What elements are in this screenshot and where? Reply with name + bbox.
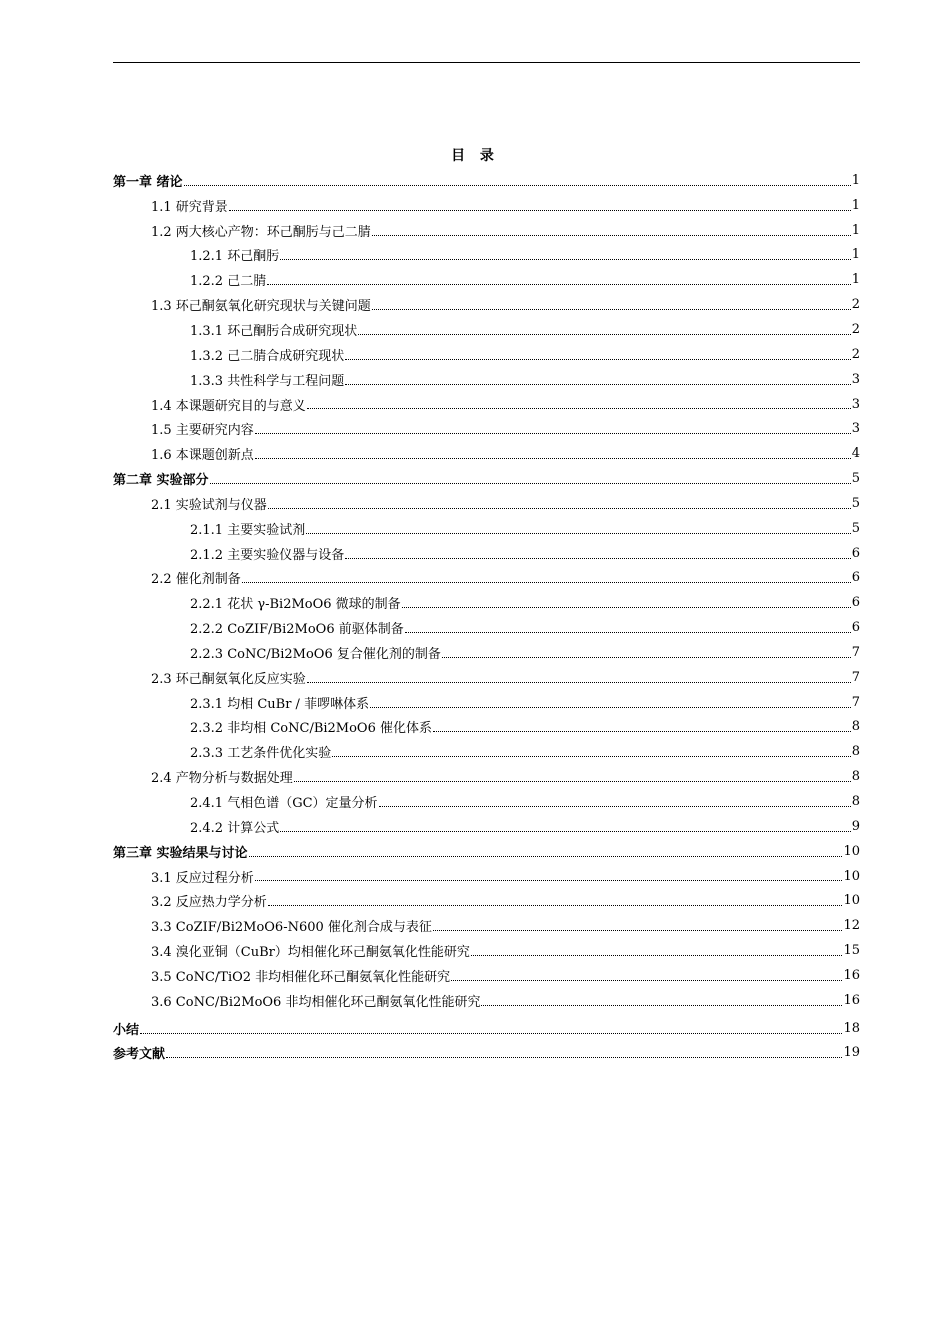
toc-entry-title: 3.6 CoNC/Bi2MoO6 非均相催化环己酮氨氧化性能研究 [151, 994, 481, 1010]
page-title: 目 录 [451, 148, 499, 164]
dot-leader [442, 657, 851, 658]
toc-entry-page: 6 [851, 545, 860, 561]
toc-entry-page: 10 [843, 893, 860, 909]
toc-entry[interactable] [113, 218, 860, 243]
toc-entry-title: 1.2 两大核心产物：环己酮肟与己二腈 [151, 224, 371, 240]
dot-leader [166, 1057, 842, 1058]
toc-entry[interactable] [113, 988, 860, 1013]
toc-entry-title: 2.2.1 花状 γ-Bi2MoO6 微球的制备 [190, 597, 401, 613]
toc-entry-title: 小结 [113, 1022, 140, 1038]
dot-leader [306, 533, 851, 534]
toc-entry-title: 2.3.2 非均相 CoNC/Bi2MoO6 催化体系 [190, 721, 432, 737]
toc-entry-title: 2.4.1 气相色谱（GC）定量分析 [190, 796, 378, 812]
dot-leader [255, 880, 843, 881]
dot-leader [481, 1005, 842, 1006]
toc-entry-title: 2.2.2 CoZIF/Bi2MoO6 前驱体制备 [190, 622, 404, 638]
toc-entry-title: 2.4.2 计算公式 [190, 820, 280, 836]
toc-entry-title: 1.5 主要研究内容 [151, 423, 254, 439]
toc-entry[interactable] [113, 566, 860, 591]
toc-entry[interactable] [113, 913, 860, 938]
dot-leader [433, 731, 851, 732]
toc-entry[interactable] [113, 441, 860, 466]
dot-leader [229, 210, 851, 211]
toc-entry-title: 2.4 产物分析与数据处理 [151, 771, 293, 787]
toc-entry-page: 1 [851, 222, 860, 238]
toc-entry-page: 7 [851, 669, 860, 685]
toc-entry-page: 1 [851, 197, 860, 213]
toc-entry[interactable] [113, 193, 860, 218]
dot-leader [372, 235, 851, 236]
toc-entry-page: 1 [851, 272, 860, 288]
dot-leader [345, 384, 851, 385]
toc-entry-page: 1 [851, 172, 860, 188]
toc-entry[interactable] [113, 541, 860, 566]
toc-entry[interactable] [113, 392, 860, 417]
dot-leader [402, 607, 851, 608]
toc-entry[interactable] [113, 864, 860, 889]
dot-leader [471, 955, 843, 956]
table-of-contents [113, 168, 860, 1065]
toc-entry-page: 6 [851, 620, 860, 636]
toc-entry[interactable] [113, 317, 860, 342]
dot-leader [332, 756, 851, 757]
toc-entry[interactable] [113, 739, 860, 764]
toc-entry[interactable] [113, 516, 860, 541]
toc-entry-title: 第二章 实验部分 [113, 473, 209, 489]
toc-entry-title: 3.5 CoNC/TiO2 非均相催化环己酮氨氧化性能研究 [151, 969, 451, 985]
toc-entry-page: 10 [843, 868, 860, 884]
toc-entry[interactable] [113, 590, 860, 615]
toc-entry-title: 3.1 反应过程分析 [151, 870, 254, 886]
dot-leader [184, 185, 851, 186]
toc-entry[interactable] [113, 690, 860, 715]
toc-entry[interactable] [113, 640, 860, 665]
toc-entry-title: 2.3.3 工艺条件优化实验 [190, 746, 332, 762]
dot-leader [372, 309, 851, 310]
toc-entry-title: 参考文献 [113, 1047, 166, 1063]
header-rule [113, 62, 860, 63]
toc-entry-title: 1.2.1 环己酮肟 [190, 249, 280, 265]
toc-entry[interactable] [113, 963, 860, 988]
toc-entry-title: 1.3.3 共性科学与工程问题 [190, 373, 345, 389]
toc-entry[interactable] [113, 814, 860, 839]
toc-entry-title: 2.1.2 主要实验仪器与设备 [190, 547, 345, 563]
toc-entry[interactable] [113, 789, 860, 814]
dot-leader [268, 905, 843, 906]
toc-entry-page: 3 [851, 421, 860, 437]
toc-entry[interactable] [113, 665, 860, 690]
toc-entry-page: 8 [851, 744, 860, 760]
toc-entry-title: 2.3 环己酮氨氧化反应实验 [151, 671, 306, 687]
toc-entry-title: 1.3 环己酮氨氧化研究现状与关键问题 [151, 299, 371, 315]
toc-entry[interactable] [113, 888, 860, 913]
toc-entry[interactable] [113, 466, 860, 491]
toc-entry-title: 1.1 研究背景 [151, 199, 228, 215]
toc-entry-page: 4 [851, 446, 860, 462]
toc-entry-title: 2.1 实验试剂与仪器 [151, 497, 267, 513]
dot-leader [268, 508, 851, 509]
toc-entry-page: 8 [851, 794, 860, 810]
toc-entry-page: 19 [843, 1045, 860, 1061]
toc-entry-title: 1.3.1 环己酮肟合成研究现状 [190, 323, 358, 339]
dot-leader [242, 582, 851, 583]
toc-entry[interactable] [113, 342, 860, 367]
toc-entry-title: 第一章 绪论 [113, 174, 183, 190]
toc-entry-title: 2.1.1 主要实验试剂 [190, 522, 306, 538]
toc-entry[interactable] [113, 839, 860, 864]
toc-entry-page: 16 [843, 967, 860, 983]
toc-entry-page: 7 [851, 644, 860, 660]
toc-entry-page: 2 [851, 321, 860, 337]
toc-entry[interactable] [113, 168, 860, 193]
dot-leader [370, 707, 851, 708]
dot-leader [280, 259, 851, 260]
dot-leader [345, 558, 851, 559]
dot-leader [307, 408, 851, 409]
toc-entry[interactable] [113, 938, 860, 963]
toc-entry[interactable] [113, 243, 860, 268]
toc-entry-page: 8 [851, 769, 860, 785]
toc-entry-title: 3.2 反应热力学分析 [151, 895, 267, 911]
dot-leader [249, 856, 843, 857]
dot-leader [451, 980, 842, 981]
toc-entry-title: 1.3.2 己二腈合成研究现状 [190, 348, 345, 364]
dot-leader [255, 458, 851, 459]
dot-leader [405, 632, 851, 633]
toc-entry[interactable] [113, 1016, 860, 1041]
toc-entry[interactable] [113, 715, 860, 740]
toc-entry-page: 10 [843, 843, 860, 859]
toc-entry-title: 3.3 CoZIF/Bi2MoO6-N600 催化剂合成与表征 [151, 920, 432, 936]
toc-entry[interactable] [113, 292, 860, 317]
toc-entry[interactable] [113, 416, 860, 441]
toc-entry-page: 2 [851, 346, 860, 362]
toc-entry-page: 3 [851, 371, 860, 387]
dot-leader [294, 781, 851, 782]
toc-entry-page: 2 [851, 297, 860, 313]
dot-leader [345, 359, 851, 360]
dot-leader [379, 806, 851, 807]
toc-entry-page: 12 [843, 918, 860, 934]
toc-entry-title: 1.6 本课题创新点 [151, 448, 254, 464]
dot-leader [433, 930, 843, 931]
toc-entry[interactable] [113, 267, 860, 292]
toc-entry-page: 9 [851, 818, 860, 834]
toc-entry-title: 2.3.1 均相 CuBr / 菲啰啉体系 [190, 696, 370, 712]
toc-entry-title: 2.2 催化剂制备 [151, 572, 241, 588]
dot-leader [280, 831, 851, 832]
toc-entry-page: 5 [851, 495, 860, 511]
toc-entry-title: 1.4 本课题研究目的与意义 [151, 398, 306, 414]
toc-entry-page: 18 [843, 1020, 860, 1036]
toc-entry-page: 1 [851, 247, 860, 263]
toc-entry-page: 6 [851, 595, 860, 611]
toc-entry-page: 8 [851, 719, 860, 735]
toc-entry-page: 6 [851, 570, 860, 586]
dot-leader [267, 284, 851, 285]
toc-entry-page: 3 [851, 396, 860, 412]
dot-leader [140, 1033, 842, 1034]
dot-leader [307, 682, 851, 683]
toc-entry-page: 5 [851, 520, 860, 536]
toc-entry[interactable] [113, 1041, 860, 1066]
toc-entry-title: 3.4 溴化亚铜（CuBr）均相催化环己酮氨氧化性能研究 [151, 945, 470, 961]
dot-leader [210, 483, 851, 484]
toc-entry-page: 15 [843, 943, 860, 959]
toc-entry[interactable] [113, 764, 860, 789]
toc-entry-page: 7 [851, 694, 860, 710]
toc-entry[interactable] [113, 615, 860, 640]
toc-entry-title: 第三章 实验结果与讨论 [113, 845, 248, 861]
dot-leader [358, 334, 851, 335]
toc-entry-title: 2.2.3 CoNC/Bi2MoO6 复合催化剂的制备 [190, 646, 441, 662]
toc-entry-page: 5 [851, 471, 860, 487]
dot-leader [255, 433, 851, 434]
toc-entry[interactable] [113, 367, 860, 392]
toc-entry[interactable] [113, 491, 860, 516]
toc-entry-page: 16 [843, 992, 860, 1008]
toc-entry-title: 1.2.2 己二腈 [190, 274, 267, 290]
